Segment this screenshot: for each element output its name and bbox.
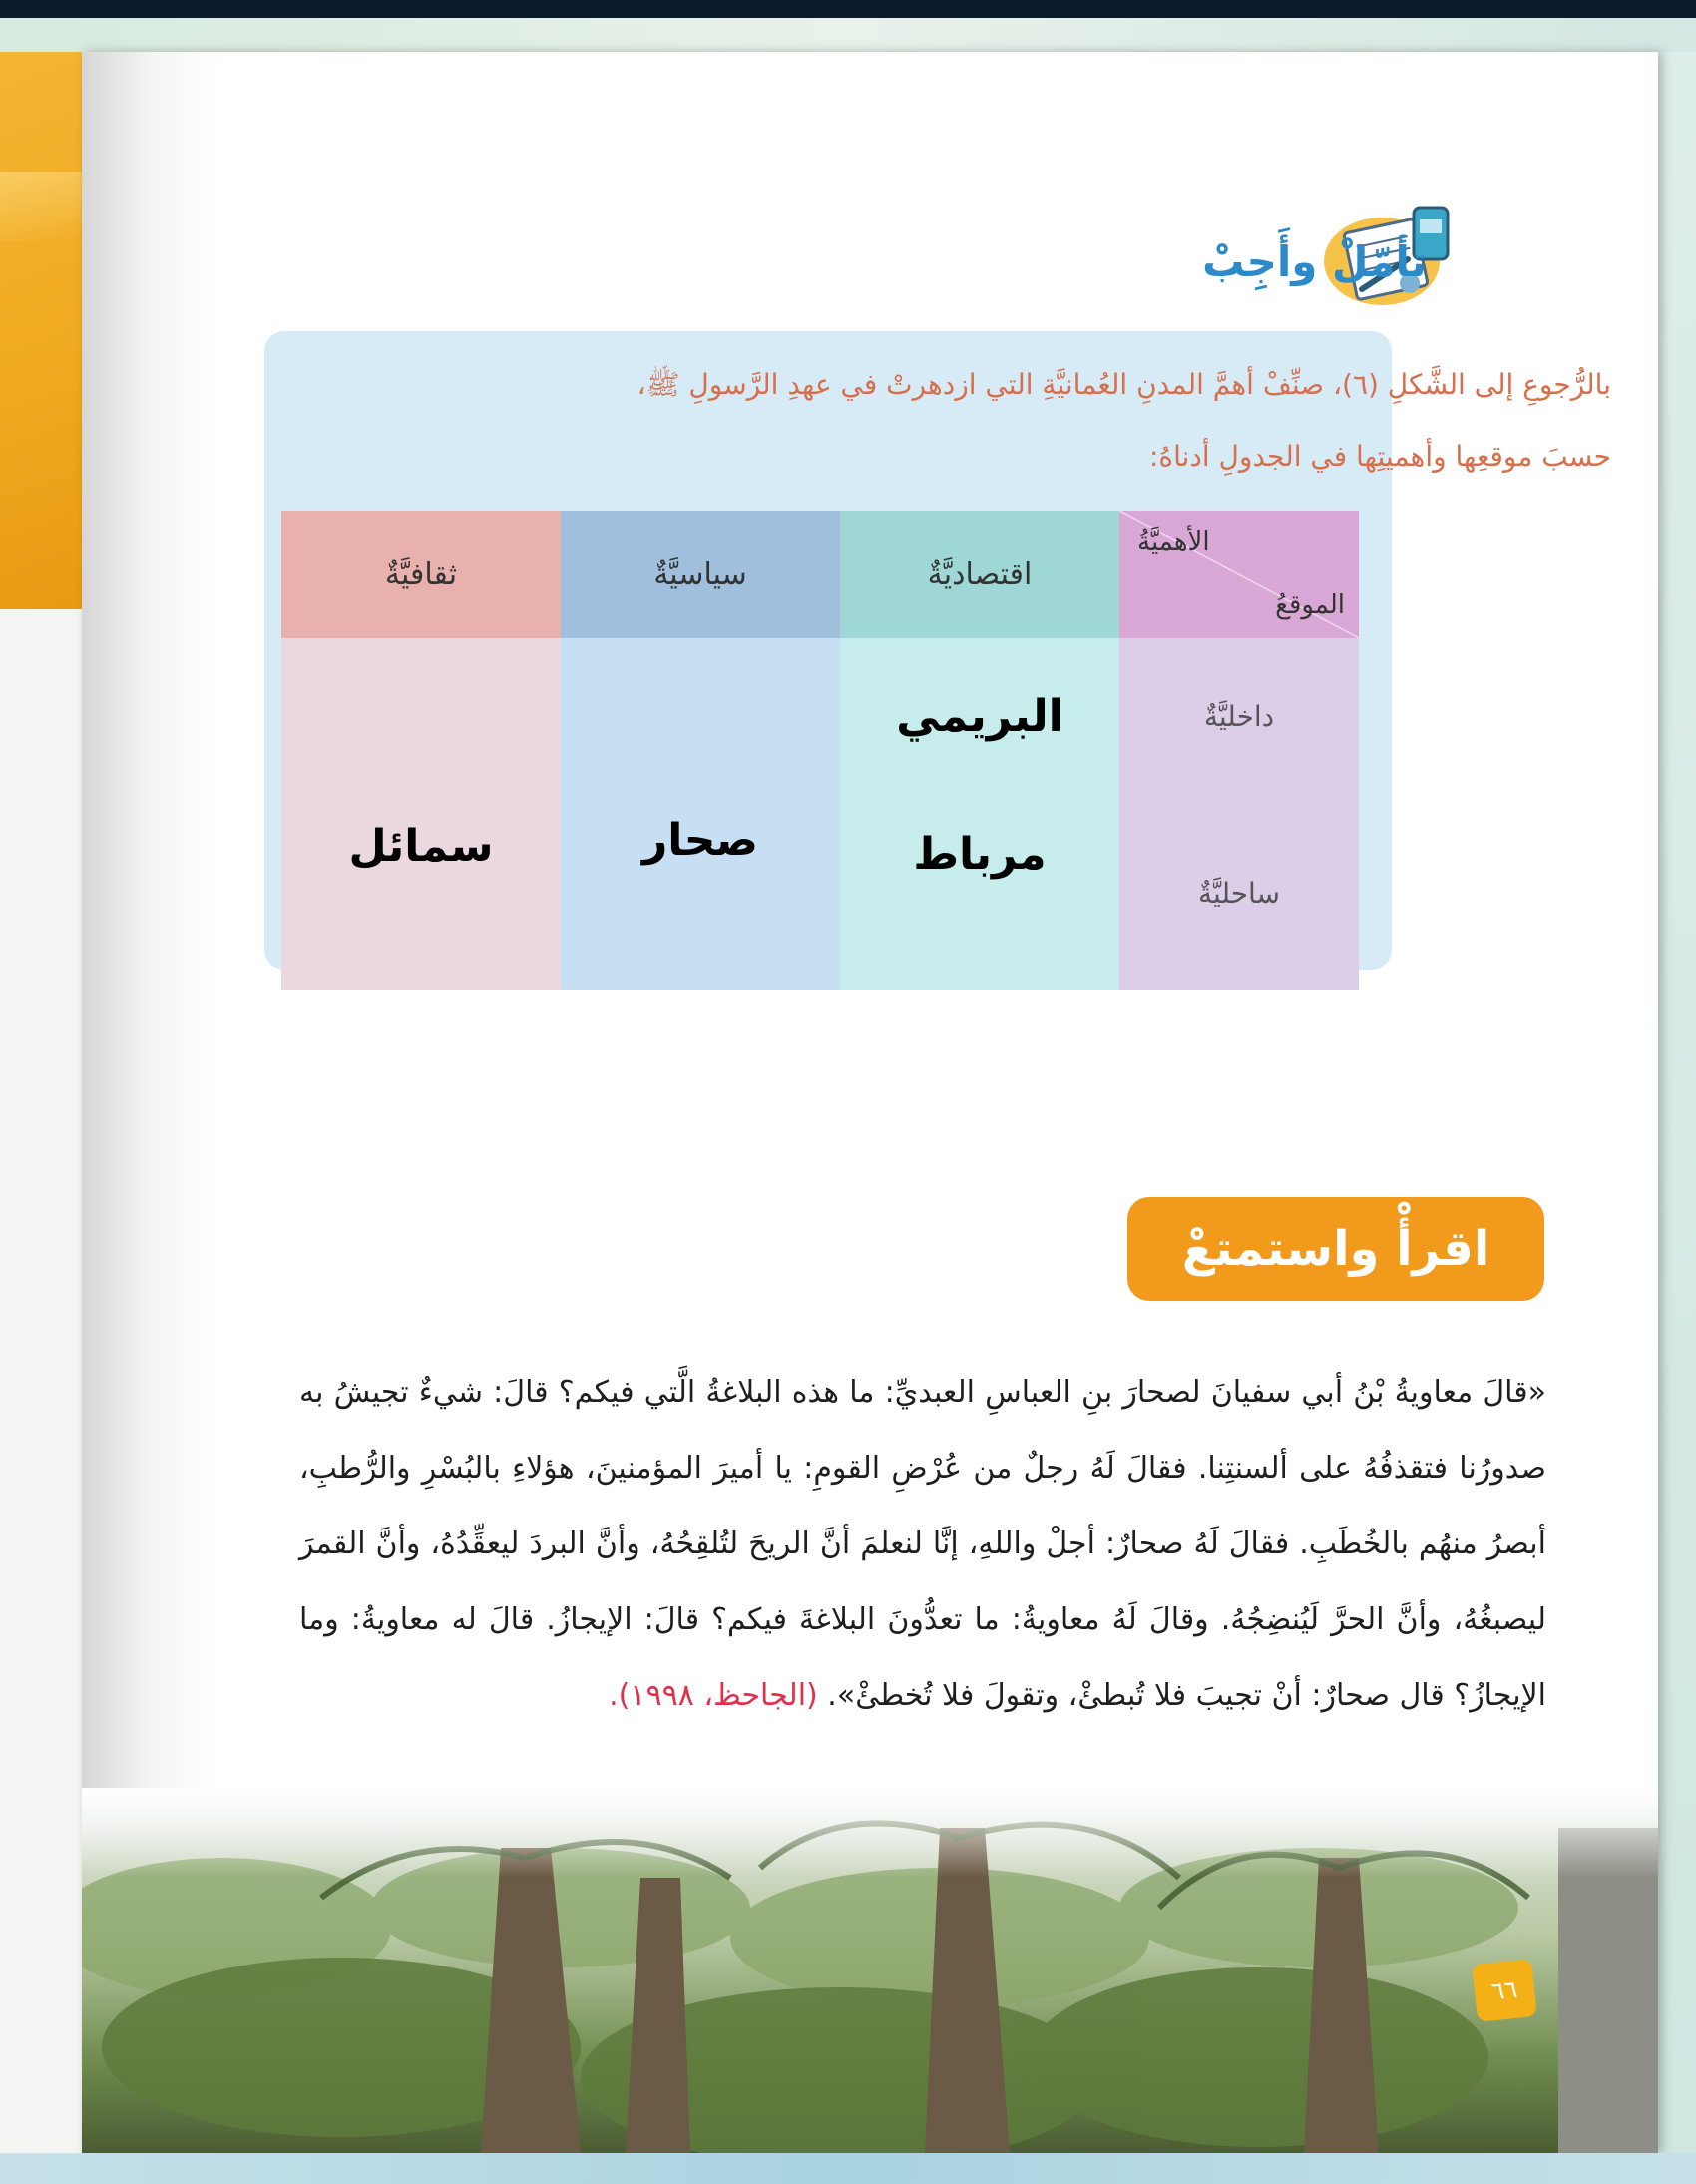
table-header-row <box>281 511 1359 638</box>
cell-inland-economic[interactable]: البريمي <box>840 638 1119 797</box>
header-economic: اقتصاديَّةٌ <box>840 511 1119 638</box>
story-citation: (الجاحظ، ١٩٩٨). <box>609 1678 818 1713</box>
cell-coastal-political[interactable]: صحار <box>561 797 840 990</box>
section-title: تأمّلْ وأَجِبْ <box>1202 237 1427 286</box>
header-corner <box>1119 511 1359 638</box>
row-label-inland: داخليَّةٌ <box>1119 638 1359 797</box>
activity-instruction: بالرُّجوعِ إلى الشَّكلِ (٦)، صنِّفْ أهمَّ المدنِ العُمانيَّةِ التي ازدهرتْ في عهدِ الرَّسولِ ﷺ، حسبَ موقعِها وأهميتِها في الجدولِ أدناهُ: <box>636 368 1611 473</box>
orange-chapter-tab <box>0 52 82 609</box>
story-paragraph <box>299 1355 1546 1734</box>
cell-coastal-economic[interactable]: مرباط <box>840 797 1119 990</box>
table-row-coastal <box>281 797 1359 990</box>
header-political: سياسيَّةٌ <box>561 511 840 638</box>
read-enjoy-banner: اقرأْ واستمتعْ <box>1127 1197 1544 1301</box>
previous-page-edge <box>0 52 82 2153</box>
cities-table <box>281 511 1359 990</box>
story-text: «قالَ معاويةُ بْنُ أبي سفيانَ لصحارَ بنِ العباسِ العبديِّ: ما هذه البلاغةُ الَّتي فيكم؟ قالَ: شيءٌ تجيشُ به صدورُنا فتقذفُهُ على ألسنتِنا. فقالَ لَهُ رجلٌ من عُرْضِ القومِ: يا أميرَ المؤمنينَ، هؤلاءِ بالبُسْرِ والرُّطبِ، أبصرُ منهُم بالخُطَبِ. فقالَ لَهُ صحارٌ: أجلْ واللهِ، إنَّا لنعلمَ أنَّ الريحَ لتُلقِحُهُ، وأنَّ البردَ ليعقِّدُهُ، وأنَّ القمرَ ليصبغُهُ، وأنَّ الحرَّ لَيُنضِجُهُ. وقالَ لَهُ معاويةُ: ما تعدُّونَ البلاغةَ فيكم؟ قالَ: الإيجازُ. قالَ له معاويةُ: وما الإيجازُ؟ قال صحارٌ: أنْ تجيبَ فلا تُبطئْ، وتقولَ فلا تُخطئْ». <box>299 1375 1546 1713</box>
viewer-bottom-strip <box>0 2153 1696 2184</box>
row-label-coastal: ساحليَّةٌ <box>1119 797 1359 990</box>
corner-label-importance: الأهميَّةُ <box>1137 527 1210 557</box>
photo-top-fade <box>82 1788 1658 1878</box>
page-number: ٦٦ <box>1472 1959 1537 2022</box>
viewer-top-strip <box>0 18 1696 52</box>
palm-trees-photo <box>82 1788 1658 2153</box>
table-row-inland <box>281 638 1359 797</box>
viewer-top-bar <box>0 0 1696 18</box>
corner-label-location: الموقعُ <box>1275 589 1345 620</box>
cell-coastal-cultural[interactable]: سمائل <box>281 797 561 990</box>
cell-inland-cultural[interactable] <box>281 638 561 797</box>
header-cultural: ثقافيَّةٌ <box>281 511 561 638</box>
cell-inland-political[interactable] <box>561 638 840 797</box>
